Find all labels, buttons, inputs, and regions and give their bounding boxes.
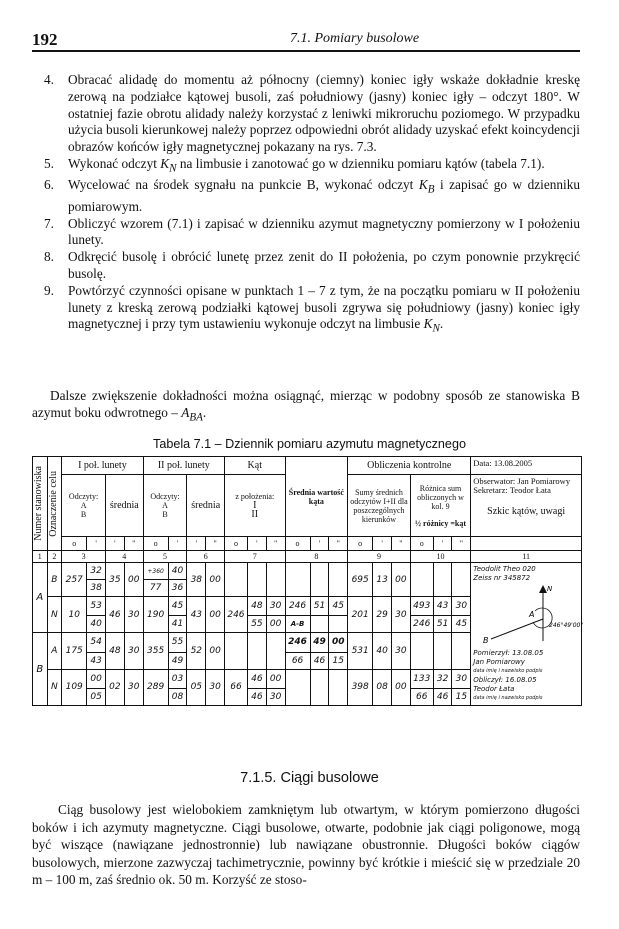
header-target: Oznaczenie celu [47,457,62,551]
step-text: Odkręcić busolę i obrócić lunetę przez zenit do II położenia, po czym ponownie przykręcić busolę. [68,249,580,282]
r1-empty-kat [224,563,247,597]
paragraph-bussole-traverse: Ciąg busolowy jest wielobokiem zamkniętym lub otwartym, w którym pomierzono długości boków i ich azymuty magnetyczne. Ciągi busolowe, otwarte, podobnie jak ciągi poligonowe, mogą być wiszące (nawiązane jednostronnie) lub nawiązane obustronnie. Długości boków ciągów busolowych, mierzone zazwyczaj tachimetrycznie, powinny być krótkie i mieścić się w przedziale 20 m – 100 m, zaś średnio ok. 50 m. Korzyść ze stoso- [32,802,580,888]
sketch-label-b: B [483,636,489,645]
step-text: Obliczyć wzorem (7.1) i zapisać w dzienniku azymut magnetyczny pomierzony w I położeniu lunety. [68,215,580,248]
table-caption: Tabela 7.1 – Dziennik pomiaru azymutu magnetycznego [153,437,466,451]
sketch-label-a: A [529,610,535,619]
r1-sum-min: 13 [373,563,392,597]
target-n-2: N [47,669,62,705]
r1-read-b: 38 [87,580,106,597]
target-a: A [47,633,62,669]
header-observers: Obserwator: Jan Pomiarowy Sekretarz: Teodor Łata Szkic kątów, uwagi [471,475,582,537]
step-number: 9. [44,282,54,298]
step-text: Powtórzyć czynności opisane w punktach 1 – 7 z tym, że na początku pomiaru w II położeniu lunety z kreską zerową podziałki kątowej busoli zgrywa się południowy (jasny) koniec igły magnetycznej i przy tym ustawieniu wykonuje odczyt na limbusie $K_N$. [68,282,580,336]
station-a: A [33,563,48,633]
section-title: 7.1.5. Ciągi busolowe [240,770,379,786]
header-mean-1: średnia [106,475,144,537]
r1-plus360: +360 [143,563,168,580]
r3-mean-deg: 66 [285,652,310,669]
step-item [44,249,580,283]
r1-sec2: 00 [206,563,225,597]
step-number: 4. [44,72,54,87]
ab-mean-deg: 246 [285,633,310,652]
step-text: Obracać alidadę do momentu aż północny (ciemny) koniec igły wskaże dokładnie kreskę zerową na podziałce kątowej busoli, zaś południowy (jasny) koniec igły – odczyt 180°. W ostatniej fazie obrotu alidady należy korzystać z leniwki mikroruchu poziomego. W przypadku użycia busoli kierunkowej należy poprzez odpowiedni obrót alidady uzyskać efekt koincydencji obrazów końców igły magnetycznej pokazany na rys. 7.3. [68,72,580,155]
r1-deg: 257 [62,563,87,597]
column-numbers-row: 1 2 3 4 5 6 7 8 9 10 11 [33,551,582,563]
header-angle: Kąt [224,457,285,475]
chapter-title: 7.1. Pomiary busolowe [290,31,420,46]
r1-read-a: 32 [87,563,106,580]
sketch-label-n: N [547,585,553,593]
station-b: B [33,633,48,706]
step-item [44,216,580,250]
page-header [32,30,580,52]
header-station: Numer stanowiska [33,457,48,551]
header-sums: Sumy średnich odczytów I+II dla poszczególnych kierunków [348,475,411,537]
r1-sum-deg: 695 [348,563,373,597]
azimuth-sketch [473,583,584,649]
step-item [44,72,580,156]
line-a-b [491,619,543,639]
step-text: Wykonać odczyt $K_N$ na limbusie i zanotować go w dzienniku pomiaru kątów (tabela 7.1). [68,155,545,175]
step-number: 7. [44,215,54,231]
page-number: 192 [32,30,58,49]
header-readings-1: Odczyty: A B [62,475,106,537]
header-difference: Różnica sum obliczonych w kol. 9 ½ różnicy =kąt [410,475,471,537]
header-date: Data: 13.08.2005 [471,457,582,475]
r1-sum-sec: 00 [391,563,410,597]
azimuth-log-table: Numer stanowiska Oznaczenie celu I poł. lunety II poł. lunety Kąt Średnia wartość kąta Obliczenia kontrolne Data: 13.08.2005 Odczyty: A B średnia Odczyty: A B średnia z położenia: I II Sumy średnich odczytów I+II dla poszczególnych kierunków Różnica sum obliczonych w kol. 9 ½ różnicy =kąt Obserwator: Jan Pomiarowy Sekretarz: Teodor Łata Szkic kątów, uwagi o ' ' " o ' ' " o ' " o ' " o ' " o ' " 1 2 3 4 5 6 7 8 9 10 11 A B 257 32 35 00 +360 40 38 00 695 13 00 Teodolit Theo 020 Zeiss nr 345872 A B N 246°49'00" Pomierzył: 13.08.05 Jan Pomiarowy data imię i nazwisko podpis Obliczył: 16.08.05 Teodor Łata data imię i nazwisko podpis 38 77 36 N 10 53 46 30 190 45 43 00 246 48 30 246 51 45 201 29 30 493 43 30 40 41 55 00 A-B 246 51 45 B A 175 54 48 30 355 55 52 00 246 49 00 531 40 30 43 49 66 46 15 N 109 00 02 30 289 03 05 30 66 46 00 398 08 00 133 32 30 05 08 46 30 66 46 15 [32,456,582,706]
step-item [44,156,580,177]
r1-read-a2: 40 [168,563,187,580]
north-arrow-icon [539,585,547,593]
step-text: Wycelować na środek sygnału na punkcie B, wykonać odczyt $K_B$ i zapisać go w dzienniku pomiarowym. [68,177,581,214]
step-item [44,177,580,215]
header-mean-2: średnia [187,475,225,537]
step-number: 5. [44,155,54,171]
r1-sec: 00 [124,563,143,597]
ab-label: A-B [285,616,310,633]
paragraph-reverse-azimuth: Dalsze zwiększenie dokładności można osiągnąć, mierząc w podobny sposób ze stanowiska B azymut boku odwrotnego – $A_{BA}$. [32,388,580,424]
r1-read-b2: 36 [168,580,187,597]
header-control-calc: Obliczenia kontrolne [348,457,471,475]
units-row: o ' ' " o ' ' " o ' " o ' " o ' " o ' " [33,537,582,551]
step-number: 8. [44,249,54,265]
r2-kat-deg: 246 [224,597,247,633]
procedure-steps [44,72,580,338]
sketch-angle: 246°49'00" [549,622,584,629]
step-number: 6. [44,177,54,193]
r2-mean-deg: 246 [285,597,310,616]
r1-min2: 38 [187,563,206,597]
r1-deg2: 77 [143,580,168,597]
target-n-1: N [47,597,62,633]
header-position-2: II poł. lunety [143,457,224,475]
header-from-position: z położenia: I II [224,475,285,537]
r1-min: 35 [106,563,125,597]
header-mean-angle: Średnia wartość kąta [285,457,348,537]
header-position-1: I poł. lunety [62,457,143,475]
header-readings-2: Odczyty: A B [143,475,187,537]
step-item [44,283,580,338]
sketch-notes: Teodolit Theo 020 Zeiss nr 345872 A B N 246°49'00" Pomierzył: 13.08.05 Jan Pomiarowy data imię i nazwisko podpis Obliczył: 16.08.05 Teodor Łata data imię i nazwisko podpis [471,563,582,706]
target-b: B [47,563,62,597]
